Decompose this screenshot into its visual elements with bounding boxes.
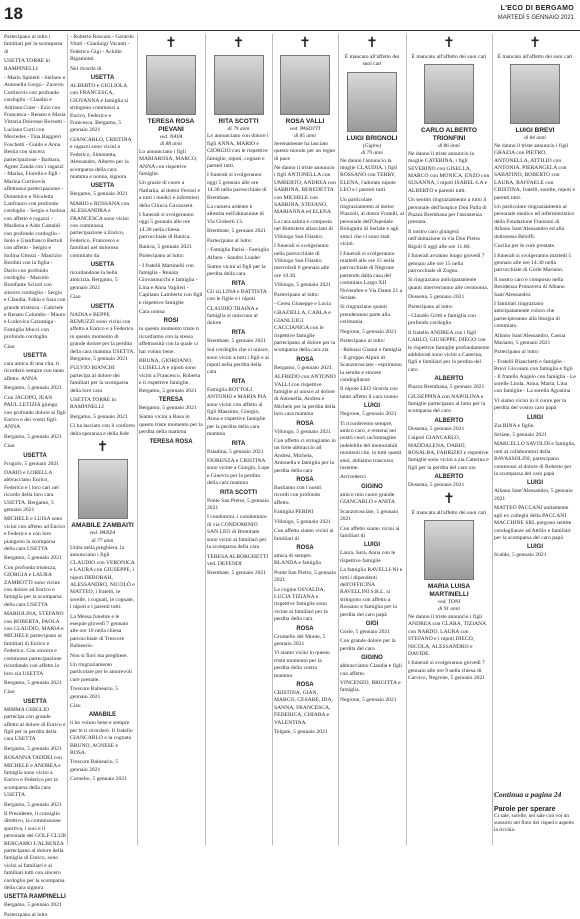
notice-text: MATTEO PACCANI unitamente agli ex colleghi della PACCANI MACCHINE SRL porgono sentite condoglianze ad Attilio e familiari per la scomparsa del caro papà — [494, 505, 572, 541]
notice-text: NADIA e BEPPE REMUZZI sono vicini con affetto a Enrico e a Federico in questo momento di grande dolore per la perdita della cara mamma USETTA. Bergamo, 5 gennaio 2021 — [70, 311, 135, 363]
notice-text: Ne danno il triste annuncio i figli GRAZIA con PIETRO, ANTONELLA, ATTILIO con ANTONIA, PIERANGELA con SABATINO, ROBERTO con LAURA, RAFFAELE con CRISTINA, fratelli, sorelle, nipoti e parenti tutti. — [494, 142, 575, 201]
notice-text: Bergamo, 5 gennaio 2021 — [4, 745, 62, 752]
notice-text: GRAZIELLA, CARLA e GIANLUIGI CACCIANIGA con le rispettive famiglie partecipano al dolore per la scomparsa della cara zia — [274, 310, 336, 354]
notice-text: - Claudio Gritti e famiglia con profondo cordoglio — [408, 312, 476, 327]
notice-text: Bergamo, 5 gennaio 2021 — [4, 555, 62, 562]
notice-text: Ciao — [70, 703, 81, 710]
notice-name: LUIGI — [527, 544, 543, 551]
notice-text: Lo annunciano i figli MARIAROSA, MARCO, ANNA con rispettive famiglie. — [139, 148, 198, 178]
notice-text: Frugolo, 5 gennaio 2021 — [4, 460, 60, 467]
column-8 — [494, 34, 576, 786]
notice-text: ALBERTO e GIGLIOLA con FRANCESCA, GIOVANNA e famiglia si stringono commossi a Enrico, Federico e Francesca. Bergamo, 5 gennaio 2021 — [70, 83, 129, 134]
notice-name: RITA — [231, 329, 246, 336]
notice-text: Famiglia ROTTOLI ANTONIO e MARIA PIA sono vicini con affetto ai figli Massimo, Giorgio, Anna e rispettive famiglie per la perdita della cara mamma — [207, 386, 267, 438]
notice-text: Il nipote LEO ricorda con tanto affetto il caro nonno — [340, 386, 398, 400]
issue-date: MARTEDÌ 5 GENNAIO 2021 — [497, 15, 574, 21]
notice-text: Albano Sant'Alessandro, Cassia Mariano, 5 gennaio 2021 — [494, 332, 566, 346]
notice-text: Brembate, 5 gennaio 2021 — [207, 228, 267, 235]
notice-text: Brembate, 5 gennaio 2021 — [207, 570, 267, 577]
notice-name: USETTA — [23, 452, 47, 459]
notice-text: Ne danno il triste annuncio i figli ANDREA con CLARA, TIZIANA con NARDO, LAURA con STEFANO e i nipoti DIEGO, NICOLA, ALESSANDRO e DAVIDE. — [408, 613, 486, 657]
cross-icon: ✝ — [165, 36, 177, 51]
notice-name: ROSA — [296, 544, 314, 551]
notice-name: ROSI — [163, 318, 179, 325]
notice-text: ricordandone la bella amicizia. Bergamo, 5 gennaio 2021 — [70, 269, 118, 291]
notice-name: TERESA — [158, 397, 184, 403]
notice-text: Ponte San Pietro, 5 gennaio 2021 — [274, 569, 336, 584]
notice-text: USETTA TORRE in RAMPINELLI — [70, 397, 116, 411]
notice-text: Si ringraziano quanti prenderanno parte alla cerimonia. — [340, 304, 391, 326]
notice-text: Con grande dolore per la perdita del caro — [340, 638, 396, 652]
notice-text: Negrone, 5 gennaio 2021 — [340, 328, 397, 335]
notice-text: Le cugine OSVALDA, LUCIA TIZIANA e rispettive famiglie sono vicine ai familiari per la perdita della cara — [274, 586, 328, 623]
portrait-photo — [510, 64, 560, 124]
notice-text: Il Presidente, il consiglio direttivo, la commissione sportiva, i soci e il personale del GOLF CLUB BERGAMO L'ALBENZA partecipano al dolore della famiglia di Enrico, sono vicini ai familiari e ai familiari tutti con sincero cordoglio per la scomparsa della cara signora — [4, 811, 66, 892]
cross-icon: ✝ — [443, 491, 455, 507]
notice-text: Un particolare ringraziamento al personale medico ed infermieristico della Fondazione Franzoni di Albano Sant'Alessandro ed alla dottoressa Beloffi. — [494, 204, 575, 240]
notice-lead: È mancato all'affetto dei suoi cari — [411, 54, 487, 60]
notice-text: Ti ricorderemo sempre, amico caro, e resterai nei nostri cuori un'immagine indelebile del memorabili momenti che, in tutti questi anni, abbiamo trascorso insieme. — [340, 420, 402, 472]
deceased-subtitle: ved. PASOTTI — [289, 126, 321, 132]
notice-text: Con JACOPO, JEAN PAUL LETIZIA giungo con profondo dolore ai figli Enrico e dei vostri figli. ANNA — [4, 394, 66, 431]
notice-name: ROSA — [296, 625, 314, 632]
column-6 — [340, 34, 404, 845]
notice-text: - Mario Spinetti - Stefano e Antonella Gorgo - Zaverio Cortinovis con profondo cordoglio - Claudio e Adriana Cuter - Ezio con Francesca - Renato e Maria Vittoria Dolcesse Borsotti - Luciana Curti con Mercedes - Tina Baggieri Foschetti - Guido e Anna Bestia con sincera partecipazione - Barbara, Agnes Zanda con i ragazzi - Marisa, Fiorella e figli - Marina Cortinovis affettuosa partecipazione - Domenico e Nicoletta Lanfranco con profondo cordoglio - Sergio e Isolina con affetto e ragazzi - Marilena e Aldo Castaldi con profondo cordoglio - Isolo e Gianfranco Bertoli con affetto - Sergio e Isolina Ghezzi - Maurizio Bordini con la figlia - Dario con profondo cordoglio - Marcelo Bonifante Sciroli con sincero cordoglio - Sergio e Claudia, Fabio e Sara con grande tristezza - Gabriele e Renato Colombo - Mauro e Ludovica Carzaniga - Famiglia Mucci con profondo cordoglio — [4, 75, 66, 341]
notice-text: Vi siamo vicini in il cuore per la perdita del vostro caro papà — [494, 397, 567, 412]
notice-name: RITA SCOTTI — [220, 489, 257, 496]
deceased-name: MARIA LUISA MARTINELLI — [427, 583, 471, 599]
notice-text: VINCENZO, BRIGITTA e famiglia. — [340, 680, 401, 694]
notice-text: Bergamo, 5 gennaio 2021 — [4, 385, 62, 392]
notice-text: MARCELLO SAVOLDI e famiglia, unti al collaboratori della BAVASSOLINI, partecipano commossi al dolore di Roberto per la scomparsa del caro papà — [494, 441, 576, 478]
notice-name: TERESA ROSA — [149, 438, 193, 445]
notice-text: Bergamo, 5 gennaio 2021 — [70, 413, 128, 420]
notice-text: Arrivederci — [340, 474, 366, 481]
notice-text: Con profonda tristezza, GIORGIA e LAURA ZAMBOTTI sono vicine con dolore ad Enrico e famiglia per la scomparsa della cara USETTA — [4, 564, 62, 608]
deceased-name: ROSA VALLI — [285, 118, 325, 125]
notice-name: AMABILE — [88, 712, 117, 719]
notice-text: Negrone, 5 gennaio 2021 — [340, 696, 397, 703]
notice-text: Partecipano al lutto: — [340, 337, 386, 344]
notice-text: Non si fiori ma preghiere. — [70, 652, 128, 659]
notice-name: ROSA — [296, 477, 314, 484]
prayer-text: Ci sale, sorelle, nel sale con voi un sussurro nel fioto dei risped e aspetto la ricchia. — [494, 813, 575, 833]
notice-name: USETTA — [90, 303, 115, 310]
column-rule — [272, 34, 273, 845]
notice-text: Villongo, 5 gennaio 2021 — [274, 518, 331, 525]
notice-text: Un particolare ringraziamento al dottor Piazzoli, al dottor Fratelli, al personale dell'Ospedale Bolognini di Seriate e agli amici che ci sono stati vicini. — [340, 196, 405, 248]
notice-name: RITA — [231, 280, 246, 287]
deceased-name: RITA SCOTTI — [218, 118, 259, 125]
portrait-photo — [146, 55, 196, 115]
notice-text: Ranica, 5 gennaio 2021 — [139, 243, 192, 250]
publication-name: L'ECO DI BERGAMO — [500, 5, 574, 12]
notice-text: MICHELE e LUISA sono vicini con affetto ad Enrico e Federico e con loro piangono la scomparsa della cara USETTA — [4, 516, 66, 552]
notice-lead: È mancato all'affetto dei suoi cari — [497, 54, 573, 60]
notice-name: LUIGI — [364, 403, 380, 410]
notice-text: Cara nonna — [139, 308, 165, 315]
cross-icon: ✝ — [299, 36, 311, 51]
portrait-photo — [424, 64, 474, 124]
notice-text: - Cerea Giuseppe e Lucia — [274, 300, 331, 307]
continued-note: Continua a pagina 24 — [494, 790, 562, 799]
notice-text: Trescore Balneario, 5 gennaio 2021 — [70, 759, 119, 773]
notice-text: Gorle, 5 gennaio 2021 — [340, 628, 391, 635]
column-3 — [139, 34, 203, 845]
notice-text: Ne danno il triste annuncio i figli ANTONELLA con UMBERTO, ANDREA con SABRINA, BENEDETTA con MICHELE con SABRINA, STEFANO, MARIANNA ed ELENA. — [274, 165, 336, 216]
notice-text: - Famiglia Parisi - Famiglia Alfano - Sandro Loader — [207, 247, 269, 261]
notice-text: I funerali si svolgeranno martedì alle ore 15 nella parrocchiale di Negrone partendo dalla casa del commiato Largo XII Novembre e Via Dante 21 a Seriate. — [340, 250, 403, 301]
notice-name: RITA — [231, 440, 246, 447]
notice-text: Il fratello ANDREA con i figli CARLO, GIUSEPPE, DIEGO con le rispettive famiglie profondamente addolorati sono vicini a Caterina, figli e familiari per la perdita del caro — [408, 329, 490, 373]
notice-text: Si ringraziano anticipatamente quanti interverranno alle cerimonia. — [408, 277, 489, 291]
notice-text: Siamo vicini a Rosa in questo triste momento per la perdita della mamma — [139, 414, 203, 436]
notice-text: Bergamo, 5 gennaio 2021 — [4, 679, 62, 686]
notice-text: I funerali si svolgeranno martedì 5 gennaio alle ore 14.30 nella parrocchiale di Gorle Mariano. — [494, 252, 572, 274]
deceased-age: di 85 anni — [294, 133, 316, 140]
deceased-age: di 79 anni — [361, 150, 383, 157]
column-rule — [406, 34, 407, 845]
notice-text: Ponte San Pietro, 5 gennaio 2021 — [207, 497, 269, 512]
notice-name: USETTA — [90, 261, 115, 268]
deceased-subtitle: ved. PANZA — [89, 530, 116, 537]
portrait-photo — [78, 459, 128, 519]
notice-text: Il nostro caro è composto nella Residenza Primavera di Albano Sant'Alessandro. — [494, 276, 565, 298]
cross-icon: ✝ — [96, 440, 109, 456]
notice-text: Con affetto ci stringiamo in un forte abbraccio ad Andrea, Michela, Antonella e famiglia per la perdita della cara — [274, 438, 336, 474]
deceased-age: di 77 anni — [91, 537, 114, 544]
notice-text: Ciao — [4, 343, 15, 350]
notice-text: Ciao — [4, 443, 15, 450]
notice-text: CLAUDIO TRAINA e famiglia si uniscono al dolore — [207, 305, 259, 327]
notice-text: Con affetto siamo vicini ai familiari di — [274, 528, 334, 542]
notice-text: Partecipano al lutto: — [408, 303, 454, 310]
notice-text: amica di sempre. BLANDA e famiglia — [274, 552, 321, 567]
notice-text: Ne danno l'annuncio la moglie CLAUDIA, i figli ROSSANO con TERRY, ELENA, l'adorato nipote LEO e i parenti tutti. — [340, 157, 398, 194]
notice-text: MIMMA GHIGLIO partecipa con grande affetto al dolore di Enrico e figli per la perdita della cara USETTA — [4, 706, 66, 743]
portrait-photo — [280, 55, 330, 115]
deceased-name: LUIGI BRIGNOLI — [346, 134, 398, 142]
notice-name: ROSA — [296, 682, 314, 688]
notice-text: BRUNA, GIORDANO, LUISELLA e nipoti sono vicini a Francesco, Roberta e il rispettive famiglie. Bergamo, 5 gennaio 2021 — [139, 357, 201, 394]
notice-text: Dossena, 5 gennaio 2021 — [408, 294, 465, 301]
prayer-box — [494, 806, 576, 833]
deceased-subtitle: ved. TONI — [437, 599, 461, 606]
cross-icon: ✝ — [366, 36, 378, 51]
notice-text: Bergamo, 5 gennaio 2021 — [274, 364, 332, 371]
notice-text: - Roberto Roscani - Gerardo Vitali - Gianluigi Vacanti - Federico Gigi - Achille Rigamonti — [70, 34, 134, 63]
prayer-title: Parole per sperare — [494, 806, 556, 813]
notice-text: FULVIO BIANCHI partecipa al dolore dei familiari per la scomparsa della loro cara — [70, 365, 129, 394]
notice-text: CRISTINA, GIAN, MARCO, CESARE, IDA, SANNA, FRANCESCA, FEDERICA, CHIARA e VALENTINA. — [274, 690, 333, 726]
notice-text: GIUSEPPINA con NAPOLINA e famiglie partecipano al lutto per la scomparsa del caro — [408, 393, 486, 415]
notice-text: Nel ricordo di — [70, 65, 102, 72]
notice-text: USETTA TORRE in RAMPINELLI — [4, 58, 50, 72]
notice-text: Bergamo, 5 gennaio 2021 — [70, 191, 128, 198]
notice-text: cara amica di una vita, ti ricorderò sempre con tanto affetto. ANNA — [4, 361, 65, 382]
notice-text: Partecipano al lutto: — [494, 349, 540, 356]
notice-text: Bastiamo con i nostri ricordi con profondo affetto. — [274, 485, 322, 506]
notice-name: USETTA — [90, 183, 115, 190]
notice-text: - Fratelli Bianchetti e famiglie - Brevi Giovanni con famiglia e figli - Il fratello Angelo con famiglia - Le sorelle Linda, Anna, Maria, Lina con famiglie - La sorella Agostina — [494, 358, 576, 395]
cross-icon: ✝ — [232, 36, 245, 51]
deceased-age: di 88 anni — [160, 141, 182, 148]
column-2 — [70, 34, 135, 845]
notice-name: ALBERTO — [434, 417, 464, 424]
deceased-subtitle: ved. NAVA — [159, 134, 183, 140]
notice-text: ALFREDO con ANTONIO VALLI con rispettive famiglie al unisce al dolore di Antonella, Andrea e Michele per la perdita della loro cara mamma — [274, 374, 336, 418]
notice-text: Ciao — [4, 689, 15, 696]
notice-name: USETTA — [23, 353, 47, 360]
notice-name: ALBERTO — [434, 474, 464, 481]
notice-name: ALBERTO — [434, 376, 464, 383]
notice-text: - I fratelli Martinelli con famiglia - Renata Giovannucchi e famiglia - Lina e Anna Vaglieri - Capitano Lamberto con figli e rispettive famiglie — [139, 262, 203, 306]
notice-text: Seriate, 5 gennaio 2021 — [494, 432, 547, 439]
notice-text: Bergamo, 5 gennaio 2021 — [4, 433, 62, 440]
notice-text: amico mio cuore grande. GIANCARLO e ANITA. — [340, 491, 397, 506]
notice-text: Vi siamo vicini in questo triste momento per la perdita della vostra mamma — [274, 650, 330, 679]
notice-text: Lo annunciano con dolore i figli ANNA, MARIO e GIORGIO con le rispettive famiglie, nipoti, cognati e parenti tutti. — [207, 133, 269, 170]
notice-name: ROSA — [296, 356, 314, 363]
deceased-subtitle: (Gigino) — [362, 142, 382, 149]
page-number: 18 — [4, 4, 23, 23]
notice-name: GIGINO — [361, 483, 383, 490]
column-rule — [492, 34, 493, 845]
notice-text: La famiglia RAVELLI-NI e tutti i dipendenti dell'OFFICINA RAVELLINI S.R.L. si stringono con affetto a Rossano e famiglia per la perdita del caro papà — [340, 567, 403, 618]
cross-icon: ✝ — [529, 36, 541, 51]
notice-text: Partecipano al lutto: — [139, 253, 185, 260]
deceased-name: TERESA ROSA PIEVANI — [147, 118, 195, 133]
notice-text: Un ringraziamento particolare per le amorevoli cure prestate. — [70, 662, 132, 683]
notice-name: RITA — [231, 378, 246, 385]
notice-text: Brembate, 5 gennaio 2021 — [207, 337, 267, 344]
notice-text: Partecipano al lutto — [4, 911, 48, 918]
notice-text: TERESA ALBORGHETTI ved. DEFENDI — [207, 553, 269, 567]
notice-text: Paladina, 5 gennaio 2021 — [207, 448, 264, 455]
column-7 — [408, 34, 490, 845]
deceased-name: AMABILE ZAMBAITI — [71, 522, 134, 530]
notice-text: Con affetto siamo vicini ai familiari di — [340, 525, 400, 539]
notice-text: GIANCARLO, CRISTINA e ragazzi sono vicini a Federico, Simonetta, Alessandro, Alberto per la scomparsa della cara mamma e nonna, signora — [70, 136, 132, 180]
notice-text: FIORENZA e CRISTINA sono vicine a Giorgio, Lupe e Ginevra per la perdita della cara mamma — [207, 458, 270, 487]
column-rule — [338, 34, 339, 845]
notice-name: USETTA — [23, 698, 47, 705]
notice-text: Negrone, 5 gennaio 2021 — [340, 411, 397, 418]
portrait-photo — [347, 72, 397, 132]
notice-text: La Messa funebre e le esequie giovedì 7 gennaio alle ore 10 nella chiesa parrocchiale di Trescore Balneario. — [70, 613, 129, 650]
column-4 — [207, 34, 270, 845]
notice-text: Telgate, 5 gennaio 2021 — [274, 729, 328, 736]
notice-text: Siamo vicini ai figli per la perdita della cara — [207, 263, 266, 278]
notice-text: I funerali si svolgeranno nella parrocchiale di Villongo San Filastro mercoledì 6 gennaio alle ore 10.30. — [274, 243, 330, 279]
notice-text: Grumello del Monte, 5 gennaio 2021 — [274, 633, 326, 647]
notice-text: Sul cordoglio che ci unisce, sono vicini a tutti i figli e ai nipoti nella perdita della cara — [207, 347, 269, 376]
notice-name: ROSA — [296, 420, 314, 427]
deceased-name: LUIGI BREVI — [515, 127, 555, 135]
notice-text: Il nostro caro giungerà nell'abitazione in via Don Pietro Rigoli 6 oggi alle ore 11.00. — [408, 228, 481, 250]
notice-text: Partecipano al lutto: — [207, 237, 253, 244]
notice-text: I funerali avranno luogo giovedì 7 gennaio alle ore 15 nella parrocchiale di Zogno. — [408, 253, 485, 274]
notice-text: Villongo, 5 gennaio 2021 — [274, 282, 331, 289]
notice-text: I funerali si svolgeranno oggi 5 gennaio alle ore 14.30 nella chiesa parrocchiale di Ranica. — [139, 212, 194, 241]
notice-text: in questo momento triste ti ricordiamo con la stessa affettuosità con la quale ci hai voluto bene. — [139, 326, 199, 355]
notice-text: Famiglia PERINI — [274, 509, 314, 516]
notice-text: Scanzorosciate, 5 gennaio 2021 — [340, 508, 399, 523]
notice-text: Cocilia per le cure prestate. — [494, 243, 556, 250]
deceased-age: di 79 anni — [227, 126, 250, 132]
notice-lead: È mancata all'affetto dei suoi cari — [411, 509, 487, 516]
notice-text: Partecipano al lutto i familiari per la scomparsa di — [4, 34, 63, 55]
portrait-photo — [214, 55, 264, 115]
column-1 — [4, 34, 66, 918]
notice-text: ti ho voluto bene e sempre per te ti ricorderò. Il fratello GIANCARLO e la cognata BRUNO, AGNESE e ROSA. — [70, 720, 133, 757]
notice-text: Partecipano al lutto: — [274, 291, 320, 298]
notice-text: Gli zii LINA e BATTISTA con le figlie e i nipoti — [207, 288, 267, 303]
cross-icon: ✝ — [443, 36, 455, 51]
notice-text: I familiari ringraziano anticipatamente coloro che parteciperanno alla liturgia di commiato. — [494, 300, 560, 330]
notice-text: I nipoti GIANCARLO, MADDALENA, DARIO, ROSALBA, FABRIZIO e rispettive famiglie sono vicini a zia Caterina e figli per la perdita del caro zio — [408, 435, 489, 471]
notice-text: Villongo, 5 gennaio 2021 — [274, 428, 331, 435]
notice-text: Bergamo, 5 gennaio 2021 — [4, 902, 62, 909]
notice-name: LUIGI — [364, 542, 380, 549]
notice-text: Unita nella preghiera, la annunciano i figli CLAUDIO con VERONICA e LAURA con GIUSEPPE, i nipoti DEBORAH, ALESSANDRO, NICOLÒ e MATTEO, i fratelli, le sorelle, i cognati, le cognate, i nipoti e i parenti tutti. — [70, 544, 135, 611]
notice-text: MARIOLINA, STEFANO con ROBERTA, PAOLA con CLAUDIO, MARIA e MICHELE partecipano ai familiari di Enrico e Federico. Con sincera e commossa partecipazione ricordando con affetto la loro zia USETTA — [4, 611, 64, 677]
column-rule — [67, 34, 68, 845]
notice-text: Dossena, 5 gennaio 2021 — [408, 482, 465, 489]
notice-text: Bergamo, 5 gennaio 2021 — [139, 405, 197, 411]
notice-text: Scaldo, 5 gennaio 2021 — [494, 552, 547, 559]
notice-text: Piazza Brembana, 5 gennaio 2021 — [408, 384, 485, 391]
notice-name: USETTA — [90, 75, 115, 82]
deceased-name: CARLO ALBERTO TRIONFINI — [421, 127, 477, 143]
notice-text: Cornelio, 5 gennaio 2021 — [70, 776, 127, 783]
notice-text: Un grazie di cuore a Nathalia, al dottor Ferrari e a tutti i medici e infermieri della Clinica Gavazzeni. — [139, 180, 201, 209]
notice-text: Ne danno il triste annuncio la moglie CATERINA, i figli SEVERINO con GISELLA, MARCO con MONICA, ENZO con SUSANNA, i nipoti ISABEL-LA e ALBERTO e parenti tutti. — [408, 150, 490, 194]
deceased-age: di 86 anni — [438, 143, 460, 150]
notice-text: Ci ha lasciato con il conforto della speranza e della fede — [70, 423, 135, 437]
notice-text: I funerali si svolgeranno giovedì 7 gennaio alle ore 9 nella chiesa di Carvico, Negrone, 5 gennaio 2021 — [408, 660, 486, 682]
notice-name: GIGINO — [361, 655, 383, 662]
notice-name: LUIGI — [527, 480, 543, 487]
notice-text: Serenamente ha lasciato questo mondo per un regno di pace — [274, 140, 336, 162]
notice-text: Albano Sant'Alessandro, 5 gennaio 2021 — [494, 488, 573, 502]
notice-text: ROSANNA TADDEI con MICHELE e ANDREA e famiglia sono vicini a Enrico e Federico per la scomparsa della cara USETTA — [4, 755, 62, 799]
notice-name: GIGI — [365, 620, 379, 627]
notice-text: I condomini, i condominio di via CONDOMINIO SAN LEO di Brembate sono vicini ai familiari per la scomparsa della cara — [207, 514, 267, 551]
notice-name: USETTA RAMPINELLI — [4, 894, 66, 901]
notice-text: Laura, Sara, Anna con le rispettive famiglie — [340, 550, 396, 564]
deceased-age: di 84 anni — [524, 135, 546, 142]
notice-text: Un sentito ringraziamento a tutto il personale dell'hospice Don Palla di Piazza Brembana per l'assistenza prestata. — [408, 197, 487, 226]
notice-text: - Rebussi Gianni e famiglia - Il gruppo Alpini di Scanzorosciate - esprimono la sentite e sincere condoglianze — [340, 347, 402, 383]
notice-text: Ciao — [70, 294, 81, 301]
deceased-age: di 91 anni — [438, 606, 460, 613]
notice-name: LUIGI — [527, 414, 543, 421]
column-rule — [205, 34, 206, 845]
notice-text: MARIO e ROSSANA con ALESSANDRA e FRANCESCA sono vicini con commossa partecipazione a Enrico, Federico, Francesco e familiari nel doloroso commiato da — [70, 200, 130, 259]
column-rule — [137, 34, 138, 845]
notice-text: DARIO e LORELLA abbracciano Enrico, Federico e i loro cari nel ricordo della loro cara USETTA. Bergamo, 5 gennaio 2021 — [4, 469, 59, 513]
notice-lead: È mancato all'affetto dei suoi cari — [344, 54, 400, 68]
portrait-photo — [424, 520, 474, 580]
notice-text: Trescore Balneario, 5 gennaio 2021 — [70, 686, 119, 700]
notice-text: Bergamo, 5 gennaio 2021 — [4, 801, 62, 808]
notice-text: La camera ardente è allestita nell'abitazione di Via Gioberti 13. — [207, 204, 264, 225]
notice-text: Dossena, 5 gennaio 2021 — [408, 425, 465, 432]
column-5 — [274, 34, 336, 845]
notice-text: Zia RINA e figlie. — [494, 422, 535, 429]
notice-text: La cara salma è composta nel Buttistero allacciato di Villongo San Filastro. — [274, 218, 333, 240]
notice-text: I funerali si svolgeranno oggi 5 gennaio alle ore 14.30 nella parrocchiale di Brembate. — [207, 172, 267, 201]
page-header — [0, 0, 580, 31]
notice-text: abbracciamo Claudia e figli con affetto. — [340, 663, 402, 677]
